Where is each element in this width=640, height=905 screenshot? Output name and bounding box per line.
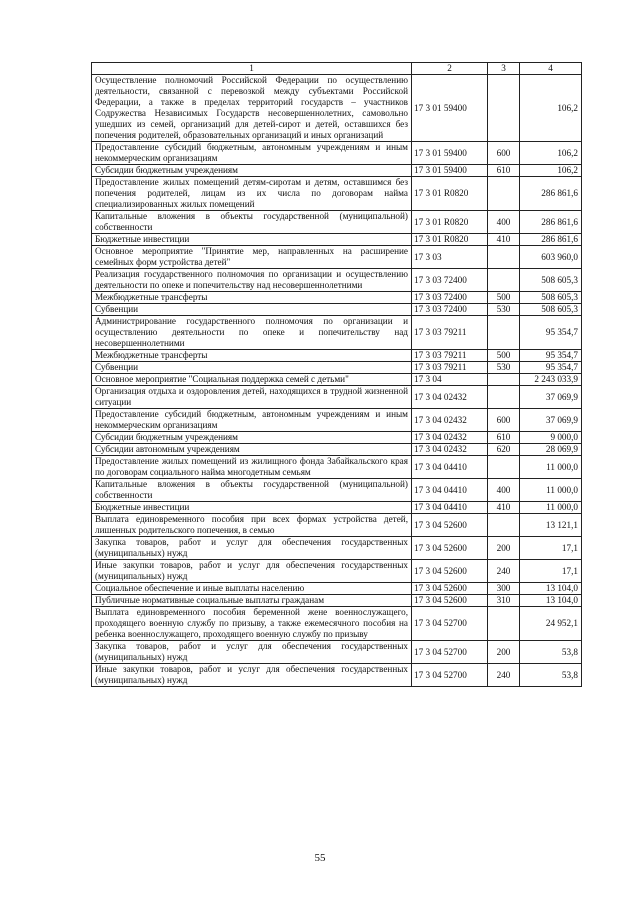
row-expense-type: 310 [488, 595, 520, 607]
row-expense-type: 200 [488, 641, 520, 664]
row-amount: 508 605,3 [520, 304, 582, 316]
table-row [92, 350, 582, 362]
row-target-code: 17 3 04 04410 [412, 479, 488, 502]
row-target-code: 17 3 04 52700 [412, 641, 488, 664]
row-expense-type: 530 [488, 362, 520, 374]
row-description: Закупка товаров, работ и услуг для обеспечения государственных (муниципальных) нужд [92, 641, 412, 664]
row-amount: 9 000,0 [520, 432, 582, 444]
table-row [92, 386, 582, 409]
row-amount: 17,1 [520, 560, 582, 583]
table-row [92, 502, 582, 514]
table-row [92, 211, 582, 234]
table-row [92, 456, 582, 479]
table-row [92, 664, 582, 687]
row-amount: 13 104,0 [520, 595, 582, 607]
row-target-code: 17 3 04 02432 [412, 432, 488, 444]
row-description: Бюджетные инвестиции [92, 502, 412, 514]
row-amount: 53,8 [520, 664, 582, 687]
row-expense-type: 610 [488, 165, 520, 177]
table-row [92, 362, 582, 374]
table-row [92, 607, 582, 641]
row-expense-type [488, 269, 520, 292]
row-description: Администрирование государственного полномочия по организации и осуществлению деятельности по опеке и попечительству над несовершеннолетними [92, 316, 412, 350]
table-row [92, 234, 582, 246]
table-row [92, 409, 582, 432]
row-expense-type [488, 246, 520, 269]
row-description: Иные закупки товаров, работ и услуг для обеспечения государственных (муниципальных) нужд [92, 560, 412, 583]
table-row [92, 142, 582, 165]
row-description: Основное мероприятие "Принятие мер, направленных на расширение семейных форм устройства детей" [92, 246, 412, 269]
row-amount: 95 354,7 [520, 350, 582, 362]
row-description: Основное мероприятие "Социальная поддержка семей с детьми" [92, 374, 412, 386]
row-expense-type: 610 [488, 432, 520, 444]
row-description: Бюджетные инвестиции [92, 234, 412, 246]
row-expense-type [488, 75, 520, 142]
row-description: Организация отдыха и оздоровления детей, находящихся в трудной жизненной ситуации [92, 386, 412, 409]
row-description: Реализация государственного полномочия по организации и осуществлению деятельности по опеке и попечительству над несовершеннолетними [92, 269, 412, 292]
row-expense-type: 300 [488, 583, 520, 595]
table-body [92, 75, 582, 687]
row-amount: 106,2 [520, 165, 582, 177]
row-description: Субсидии бюджетным учреждениям [92, 165, 412, 177]
row-target-code: 17 3 04 52600 [412, 595, 488, 607]
row-description: Капитальные вложения в объекты государственной (муниципальной) собственности [92, 479, 412, 502]
column-header-3: 3 [488, 63, 520, 75]
row-amount: 11 000,0 [520, 502, 582, 514]
row-target-code: 17 3 03 79211 [412, 350, 488, 362]
row-target-code: 17 3 04 02432 [412, 444, 488, 456]
row-target-code: 17 3 03 72400 [412, 292, 488, 304]
row-amount: 286 861,6 [520, 211, 582, 234]
table-row [92, 444, 582, 456]
row-expense-type: 500 [488, 350, 520, 362]
row-target-code: 17 3 04 02432 [412, 386, 488, 409]
row-amount: 24 952,1 [520, 607, 582, 641]
row-amount: 286 861,6 [520, 177, 582, 211]
row-target-code: 17 3 03 72400 [412, 304, 488, 316]
table-header-row [92, 63, 582, 75]
row-amount: 37 069,9 [520, 386, 582, 409]
row-amount: 37 069,9 [520, 409, 582, 432]
row-description: Субвенции [92, 304, 412, 316]
row-expense-type: 620 [488, 444, 520, 456]
table-row [92, 304, 582, 316]
row-amount: 11 000,0 [520, 456, 582, 479]
row-target-code: 17 3 01 59400 [412, 142, 488, 165]
row-target-code: 17 3 04 52700 [412, 664, 488, 687]
table-row [92, 165, 582, 177]
row-target-code: 17 3 04 02432 [412, 409, 488, 432]
row-expense-type [488, 177, 520, 211]
row-target-code: 17 3 03 79211 [412, 362, 488, 374]
row-target-code: 17 3 04 52600 [412, 560, 488, 583]
row-description: Закупка товаров, работ и услуг для обеспечения государственных (муниципальных) нужд [92, 537, 412, 560]
row-amount: 95 354,7 [520, 362, 582, 374]
row-target-code: 17 3 04 52600 [412, 583, 488, 595]
row-expense-type [488, 607, 520, 641]
row-expense-type [488, 456, 520, 479]
row-amount: 95 354,7 [520, 316, 582, 350]
row-amount: 13 104,0 [520, 583, 582, 595]
row-amount: 53,8 [520, 641, 582, 664]
row-target-code: 17 3 04 04410 [412, 502, 488, 514]
row-expense-type: 410 [488, 234, 520, 246]
row-target-code: 17 3 01 59400 [412, 75, 488, 142]
table-row [92, 292, 582, 304]
row-description: Межбюджетные трансферты [92, 350, 412, 362]
row-description: Субсидии автономным учреждениям [92, 444, 412, 456]
row-description: Предоставление субсидий бюджетным, автономным учреждениям и иным некоммерческим организациям [92, 142, 412, 165]
row-description: Капитальные вложения в объекты государственной (муниципальной) собственности [92, 211, 412, 234]
row-description: Иные закупки товаров, работ и услуг для обеспечения государственных (муниципальных) нужд [92, 664, 412, 687]
row-description: Социальное обеспечение и иные выплаты населению [92, 583, 412, 595]
table-row [92, 479, 582, 502]
row-expense-type [488, 386, 520, 409]
row-description: Предоставление субсидий бюджетным, автономным учреждениям и иным некоммерческим организациям [92, 409, 412, 432]
table-row [92, 641, 582, 664]
table-row [92, 374, 582, 386]
row-amount: 106,2 [520, 142, 582, 165]
row-amount: 106,2 [520, 75, 582, 142]
row-expense-type: 240 [488, 560, 520, 583]
row-description: Субсидии бюджетным учреждениям [92, 432, 412, 444]
row-expense-type [488, 514, 520, 537]
row-amount: 13 121,1 [520, 514, 582, 537]
row-expense-type [488, 316, 520, 350]
row-target-code: 17 3 03 72400 [412, 269, 488, 292]
row-description: Выплата единовременного пособия при всех формах устройства детей, лишенных родительского попечения, в семью [92, 514, 412, 537]
row-description: Межбюджетные трансферты [92, 292, 412, 304]
row-expense-type: 500 [488, 292, 520, 304]
column-header-1: 1 [92, 63, 412, 75]
row-target-code: 17 3 01 R0820 [412, 211, 488, 234]
table-row [92, 316, 582, 350]
column-header-2: 2 [412, 63, 488, 75]
page-number: 55 [314, 852, 326, 864]
row-description: Публичные нормативные социальные выплаты гражданам [92, 595, 412, 607]
row-description: Осуществление полномочий Российской Федерации по осуществлению деятельности, связанной с перевозкой между субъектами Российской Федерации, а также в пределах территорий государств – участников Содружества Независимых Государств несовершеннолетних, самовольно ушедших из семей, организаций для детей-сирот и детей, оставшихся без попечения родителей, образовательных организаций и иных организаций [92, 75, 412, 142]
row-target-code: 17 3 04 52600 [412, 514, 488, 537]
row-amount: 28 069,9 [520, 444, 582, 456]
table-row [92, 537, 582, 560]
row-description: Предоставление жилых помещений детям-сиротам и детям, оставшимся без попечения родителей, лицам из их числа по договорам найма специализированных жилых помещений [92, 177, 412, 211]
row-target-code: 17 3 01 R0820 [412, 234, 488, 246]
row-amount: 11 000,0 [520, 479, 582, 502]
row-amount: 286 861,6 [520, 234, 582, 246]
table-row [92, 560, 582, 583]
table-row [92, 432, 582, 444]
row-target-code: 17 3 04 52600 [412, 537, 488, 560]
table-row [92, 177, 582, 211]
row-description: Выплата единовременного пособия беременной жене военнослужащего, проходящего военную службу по призыву, а также ежемесячного пособия на ребенка военнослужащего, проходящего военную службу по призыву [92, 607, 412, 641]
row-expense-type: 600 [488, 142, 520, 165]
table-row [92, 269, 582, 292]
row-target-code: 17 3 04 [412, 374, 488, 386]
table-row [92, 246, 582, 269]
table-row [92, 514, 582, 537]
row-target-code: 17 3 01 R0820 [412, 177, 488, 211]
row-description: Субвенции [92, 362, 412, 374]
row-amount: 508 605,3 [520, 269, 582, 292]
row-expense-type: 200 [488, 537, 520, 560]
column-header-4: 4 [520, 63, 582, 75]
row-amount: 17,1 [520, 537, 582, 560]
row-expense-type: 400 [488, 211, 520, 234]
row-target-code: 17 3 04 52700 [412, 607, 488, 641]
row-description: Предоставление жилых помещений из жилищного фонда Забайкальского края по договорам социального найма многодетным семьям [92, 456, 412, 479]
row-expense-type [488, 374, 520, 386]
table-row [92, 75, 582, 142]
row-amount: 2 243 033,9 [520, 374, 582, 386]
row-expense-type: 240 [488, 664, 520, 687]
row-expense-type: 530 [488, 304, 520, 316]
budget-table [91, 62, 582, 687]
row-expense-type: 410 [488, 502, 520, 514]
row-amount: 508 605,3 [520, 292, 582, 304]
row-target-code: 17 3 03 [412, 246, 488, 269]
row-target-code: 17 3 04 04410 [412, 456, 488, 479]
table-row [92, 583, 582, 595]
row-expense-type: 600 [488, 409, 520, 432]
row-target-code: 17 3 03 79211 [412, 316, 488, 350]
row-amount: 603 960,0 [520, 246, 582, 269]
row-expense-type: 400 [488, 479, 520, 502]
row-target-code: 17 3 01 59400 [412, 165, 488, 177]
table-row [92, 595, 582, 607]
